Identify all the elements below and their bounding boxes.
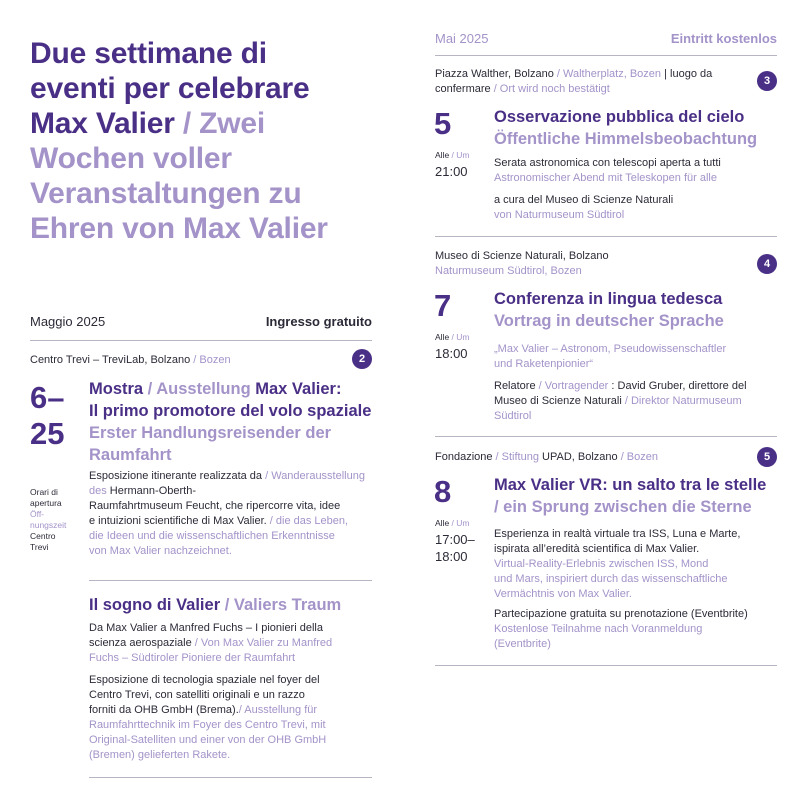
event-title [89, 594, 384, 616]
speaker-de: / Direktor Naturmuseum [621, 395, 742, 407]
left-free-entry: Ingresso gratuito [265, 314, 372, 329]
speaker-it: Museo di Scienze Naturali [494, 395, 622, 407]
quote: „Max Valier – Astronom, Pseudowissenschaftler [494, 343, 727, 355]
event-description [494, 527, 789, 602]
venue [435, 450, 745, 465]
desc-it: forniti da OHB GmbH (Brema). [89, 704, 239, 716]
desc-de: die Ideen und die wissenschaftlichen Erkenntnisse [89, 530, 335, 542]
desc-it: Hermann-Oberth- [109, 485, 196, 497]
date-start: 6– [30, 380, 65, 415]
event-number-badge: 5 [757, 447, 777, 467]
title-it: Mostra [89, 380, 144, 398]
title-slash: / [174, 107, 200, 140]
venue-it: Museo di Scienze Naturali, Bolzano [435, 250, 609, 262]
venue [435, 249, 745, 279]
desc-it: Centro Trevi, con satelliti originali e un razzo [89, 689, 305, 701]
divider [435, 55, 777, 56]
hours-de: Öff- [30, 509, 45, 519]
left-venue [30, 353, 231, 368]
venue-de: / Bozen [617, 451, 658, 463]
divider [435, 665, 777, 666]
opening-hours [30, 487, 66, 553]
title-de: Vortrag in deutscher Sprache [494, 312, 724, 330]
time-label-it: Alle [435, 332, 450, 342]
divider [30, 340, 372, 341]
quote: und Raketenpionier“ [494, 358, 594, 370]
event-subtitle [89, 621, 379, 666]
speaker-de: Südtirol [494, 410, 532, 422]
desc-de: von Max Valier nachzeichnet. [89, 545, 232, 557]
time-start: 17:00– [435, 532, 475, 547]
time-label-de: / Um [449, 332, 470, 342]
divider [435, 436, 777, 437]
page-title [30, 36, 400, 246]
event-organizer [494, 193, 784, 223]
divider [435, 236, 777, 237]
title-de: Raumfahrt [89, 446, 172, 464]
speaker-de: / Vortragender [535, 380, 609, 392]
left-month-header [30, 314, 372, 329]
event-date: 5 [434, 106, 452, 141]
title-it: Conferenza in lingua tedesca [494, 290, 723, 308]
time-label-de: / Um [449, 150, 470, 160]
event-booking [494, 607, 789, 652]
desc-de: Raumfahrttechnik im Foyer des Centro Trevi, mit [89, 719, 326, 731]
event-title [494, 474, 799, 518]
hours-it: Centro [30, 531, 56, 541]
desc-it: Esposizione di tecnologia spaziale nel foyer del [89, 674, 320, 686]
time-label-de: / Um [449, 518, 470, 528]
desc-it: Partecipazione gratuita su prenotazione (Eventbrite) [494, 608, 748, 620]
time-label-it: Alle [435, 518, 450, 528]
right-month: Mai 2025 [435, 31, 489, 46]
time-label [435, 332, 470, 343]
hours-it: Orari di [30, 487, 58, 497]
title-de-line3: Veranstaltungen zu [30, 177, 302, 210]
date-end: 25 [30, 416, 65, 451]
venue-it: confermare [435, 83, 491, 95]
desc-it: scienza aerospaziale [89, 637, 192, 649]
desc-de: (Eventbrite) [494, 638, 551, 650]
desc-it: e intuizioni scientifiche di Max Valier. [89, 515, 267, 527]
desc-de: Vermächtnis von Max Valier. [494, 588, 632, 600]
title-de: / Ausstellung [143, 380, 256, 398]
venue-de: / Ort wird noch bestätigt [490, 83, 610, 95]
hours-it: apertura [30, 498, 62, 508]
venue-it: luogo da [670, 68, 713, 80]
right-month-header [435, 31, 777, 46]
event-description [89, 469, 379, 559]
desc-it: Serata astronomica con telescopi aperta a tutti [494, 157, 721, 169]
title-de-line4: Ehren von Max Valier [30, 212, 328, 245]
time-label-it: Alle [435, 150, 450, 160]
right-free-entry: Eintritt kostenlos [670, 31, 777, 46]
venue-it: Piazza Walther, Bolzano [435, 68, 554, 80]
event-title [89, 378, 384, 466]
desc-it: a cura del Museo di Scienze Naturali [494, 194, 674, 206]
venue-de: / Waltherplatz, Bozen [553, 68, 662, 80]
hours-de: nungszeit [30, 520, 67, 530]
desc-de: Kostenlose Teilnahme nach Voranmeldung [494, 623, 703, 635]
venue-de: / Stiftung [492, 451, 543, 463]
title-it: Max Valier: [255, 380, 342, 398]
venue-separator: | [661, 68, 671, 80]
desc-de: Virtual-Reality-Erlebnis zwischen ISS, Mond [494, 558, 709, 570]
venue [435, 67, 745, 97]
event-date: 8 [434, 474, 452, 509]
speaker [494, 379, 784, 424]
desc-de: / die das Leben, [266, 515, 349, 527]
title-it: Max Valier VR: un salto tra le stelle [494, 476, 767, 494]
time-label [435, 518, 470, 529]
left-month: Maggio 2025 [30, 314, 106, 329]
title-it: Il sogno di Valier [89, 596, 221, 614]
event-number-badge: 2 [352, 349, 372, 369]
desc-it: ispirata all’eredità scientifica di Max Valier. [494, 543, 700, 555]
desc-de: von Naturmuseum Südtirol [494, 209, 625, 221]
venue-it: UPAD, Bolzano [542, 451, 618, 463]
divider [89, 777, 372, 778]
speaker-it: : David Gruber, direttore del [608, 380, 747, 392]
desc-de: (Bremen) gelieferten Rakete. [89, 749, 231, 761]
desc-it: Esposizione itinerante realizzata da [89, 470, 263, 482]
desc-de: / Von Max Valier zu Manfred [191, 637, 333, 649]
title-de: / Valiers Traum [220, 596, 342, 614]
title-it-line1: Due settimane di [30, 37, 267, 70]
title-de-line1: Zwei [199, 107, 266, 140]
event-number-badge: 3 [757, 71, 777, 91]
event-date: 7 [434, 288, 452, 323]
time-end: 18:00 [435, 549, 468, 564]
title-it-line2: eventi per celebrare [30, 72, 310, 105]
title-de: Öffentliche Himmelsbeobachtung [494, 130, 758, 148]
desc-de: / Wanderausstellung des [89, 470, 365, 497]
event-date [30, 380, 64, 452]
time-label [435, 150, 470, 161]
title-de: / ein Sprung zwischen die Sterne [494, 498, 752, 516]
title-it: Il primo promotore del volo spaziale [89, 402, 372, 420]
event-number-badge: 4 [757, 254, 777, 274]
venue-de: / Bozen [190, 354, 231, 366]
hours-it: Trevi [30, 542, 49, 552]
event-time [435, 531, 475, 565]
title-it-line3: Max Valier [30, 107, 175, 140]
event-title [494, 106, 794, 150]
event-time: 18:00 [435, 346, 468, 361]
event-time: 21:00 [435, 164, 468, 179]
event-description [494, 156, 784, 186]
desc-it: Esperienza in realtà virtuale tra ISS, Luna e Marte, [494, 528, 741, 540]
lecture-title [494, 342, 784, 372]
event-title [494, 288, 794, 332]
desc-de: und Mars, inspiriert durch das wissenschaftliche [494, 573, 728, 585]
desc-it: Da Max Valier a Manfred Fuchs – I pionieri della [89, 622, 323, 634]
venue-it: Centro Trevi – TreviLab, Bolzano [30, 354, 191, 366]
title-it: Osservazione pubblica del cielo [494, 108, 745, 126]
event-description [89, 673, 379, 763]
desc-de: Astronomischer Abend mit Teleskopen für alle [494, 172, 717, 184]
desc-de: Original-Satelliten und einer von der OHB GmbH [89, 734, 327, 746]
speaker-it: Relatore [494, 380, 536, 392]
title-de-line2: Wochen voller [30, 142, 232, 175]
venue-de: Naturmuseum Südtirol, Bozen [435, 265, 582, 277]
desc-de: / Ausstellung für [238, 704, 318, 716]
title-de: Erster Handlungsreisender der [89, 424, 332, 442]
desc-it: Raumfahrtmuseum Feucht, che ripercorre vita, idee [89, 500, 341, 512]
venue-it: Fondazione [435, 451, 493, 463]
desc-de: Fuchs – Südtiroler Pioniere der Raumfahrt [89, 652, 296, 664]
divider [89, 580, 372, 581]
